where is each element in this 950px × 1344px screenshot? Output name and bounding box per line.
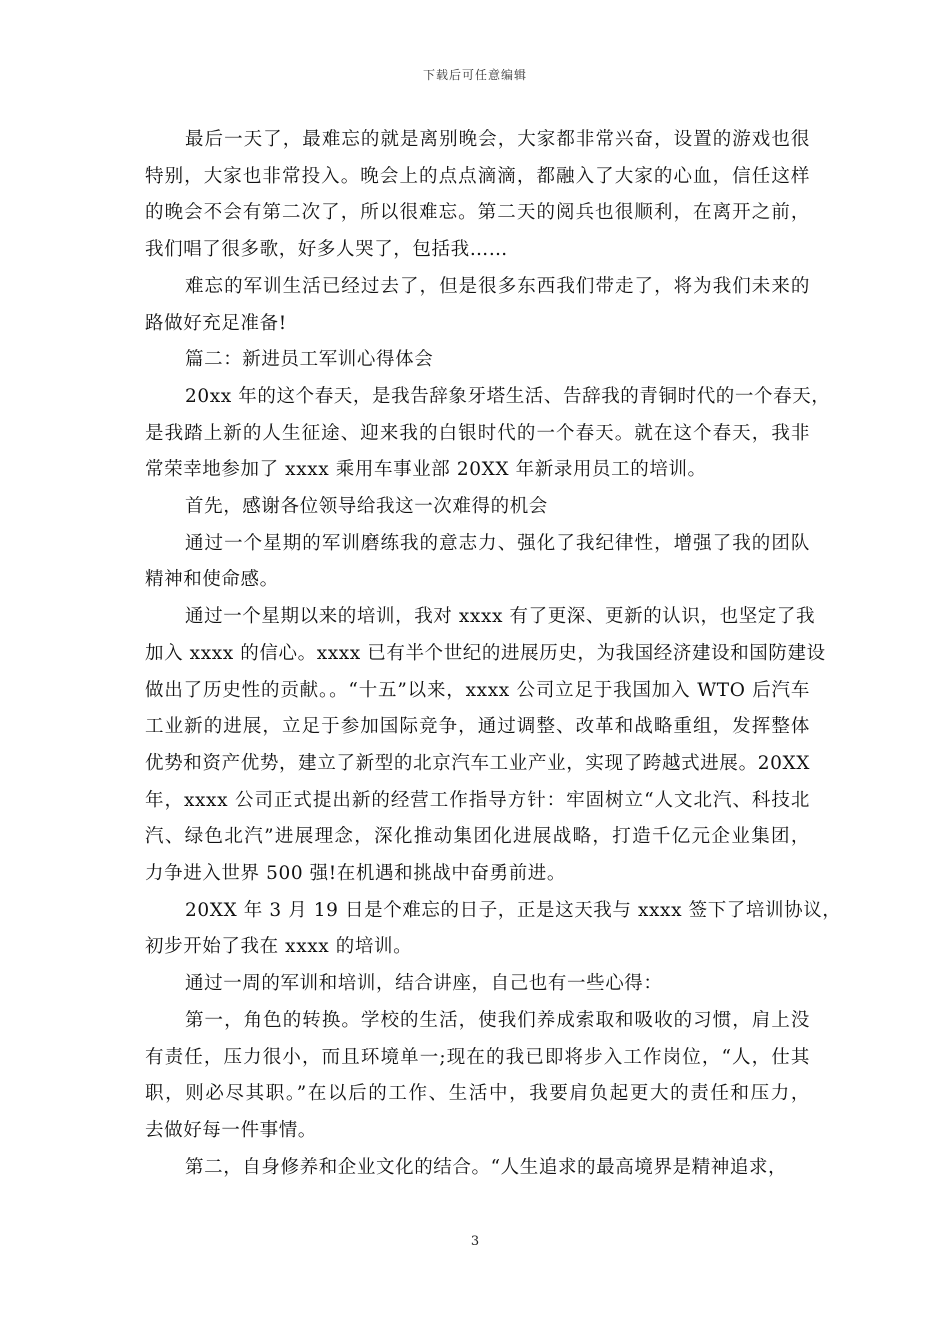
text-line: 职，则必尽其职。”在以后的工作、生活中，我要肩负起更大的责任和压力，	[145, 1083, 810, 1105]
text-line: 篇二：新进员工军训心得体会	[185, 349, 434, 371]
text-line: 是我踏上新的人生征途、迎来我的白银时代的一个春天。就在这个春天，我非	[145, 422, 810, 444]
text-line: 我们唱了很多歌，好多人哭了，包括我……	[145, 239, 508, 261]
text-line: 汽、绿色北汽”进展理念，深化推动集团化进展战略，打造千亿元企业集团，	[145, 826, 810, 848]
paragraph	[145, 122, 810, 269]
page-number: 3	[470, 1234, 480, 1249]
text-line: 做出了历史性的贡献。。“十五”以来，xxxx 公司立足于我国加入 WTO 后汽车	[145, 679, 810, 701]
document-body	[145, 122, 842, 1186]
text-line: 最后一天了，最难忘的就是离别晚会，大家都非常兴奋，设置的游戏也很	[185, 129, 810, 150]
text-line: 年，xxxx 公司正式提出新的经营工作指导方针：牢固树立“人文北汽、科技北	[145, 789, 810, 811]
paragraph	[145, 893, 842, 966]
paragraph	[145, 526, 810, 599]
text-line: 难忘的军训生活已经过去了，但是很多东西我们带走了，将为我们未来的	[185, 275, 810, 297]
text-line: 路做好充足准备!	[145, 312, 287, 334]
text-line: 去做好每一件事情。	[145, 1119, 317, 1141]
text-line: 通过一个星期以来的培训，我对 xxxx 有了更深、更新的认识，也坚定了我	[185, 606, 816, 628]
text-line: 精神和使命感。	[145, 569, 279, 591]
text-line: 加入 xxxx 的信心。xxxx 已有半个世纪的进展历史，为我国经济建设和国防建设	[145, 642, 826, 664]
text-line: 初步开始了我在 xxxx 的培训。	[145, 936, 413, 958]
text-line: 20XX 年 3 月 19 日是个难忘的日子，正是这天我与 xxxx 签下了培训协议，	[185, 899, 842, 921]
text-line: 力争进入世界 500 强!在机遇和挑战中奋勇前进。	[145, 863, 567, 885]
text-line: 常荣幸地参加了 xxxx 乘用车事业部 20XX 年新录用员工的培训。	[145, 459, 707, 481]
text-line: 通过一周的军训和培训，结合讲座，自己也有一些心得：	[185, 973, 663, 995]
text-line: 第一，角色的转换。学校的生活，使我们养成索取和吸收的习惯，肩上没	[185, 1009, 810, 1031]
text-line: 特别，大家也非常投入。晚会上的点点滴滴，都融入了大家的心血，信任这样	[145, 165, 810, 187]
paragraph	[145, 269, 810, 342]
text-line: 通过一个星期的军训磨练我的意志力、强化了我纪律性，增强了我的团队	[185, 532, 810, 554]
paragraph	[145, 379, 831, 489]
text-line: 20xx 年的这个春天，是我告辞象牙塔生活、告辞我的青铜时代的一个春天，	[185, 385, 831, 407]
text-line: 的晚会不会有第二次了，所以很难忘。第二天的阅兵也很顺利，在离开之前，	[145, 202, 810, 224]
paragraph	[145, 1003, 810, 1150]
paragraph	[145, 1150, 810, 1187]
text-line: 第二，自身修养和企业文化的结合。“人生追求的最高境界是精神追求，	[185, 1156, 788, 1178]
page-header: 下载后可任意编辑	[422, 68, 527, 82]
paragraph	[145, 966, 810, 1003]
paragraph	[145, 599, 826, 893]
text-line: 有责任，压力很小，而且环境单一;现在的我已即将步入工作岗位，“人，仕其	[145, 1046, 810, 1068]
text-line: 首先，感谢各位领导给我这一次难得的机会	[185, 496, 548, 518]
text-line: 工业新的进展，立足于参加国际竞争，通过调整、改革和战略重组，发挥整体	[145, 716, 810, 738]
paragraph	[145, 342, 810, 379]
text-line: 优势和资产优势，建立了新型的北京汽车工业产业，实现了跨越式进展。20XX	[145, 752, 810, 774]
paragraph	[145, 489, 810, 526]
